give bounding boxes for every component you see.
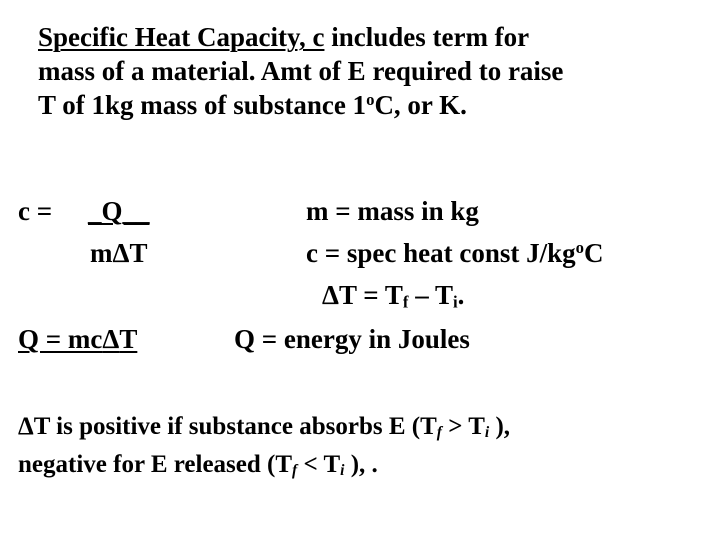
def-delta-t: $\Delta T = T_f - T_i$. (322, 280, 465, 312)
sign-note (18, 408, 510, 484)
fraction-numerator: _Q__ (88, 196, 150, 226)
delta-symbol: Δ (112, 238, 130, 268)
title-line-3: T of 1kg mass of substance 1$^o$C, or K. (38, 89, 467, 120)
delta-symbol: Δ (18, 413, 34, 440)
c-equals: c = (18, 196, 53, 226)
delta-symbol: Δ (322, 280, 339, 310)
note-line-2: negative for E released ($T_f < T_i$ ), . (18, 451, 378, 480)
def-spec-heat: c = spec heat const $J/kg^oC$ (306, 237, 604, 268)
note-line-1: ΔT is positive if substance absorbs E ($T_f > T_i$ ), (18, 413, 511, 442)
q-formula: Q = mcΔT (18, 324, 138, 354)
title-line-2: mass of a material. Amt of E required to raise (38, 56, 564, 86)
delta-symbol: Δ (102, 324, 120, 354)
def-mass: m = mass in kg (306, 196, 479, 226)
title-line-1: Specific Heat Capacity, c includes term for (38, 22, 530, 52)
title-term: Specific Heat Capacity, c (38, 22, 325, 52)
def-energy: Q = energy in Joules (234, 324, 470, 354)
slide-title (38, 20, 563, 122)
fraction-denominator: mΔT (90, 238, 148, 268)
degree-sup: o (366, 89, 375, 109)
